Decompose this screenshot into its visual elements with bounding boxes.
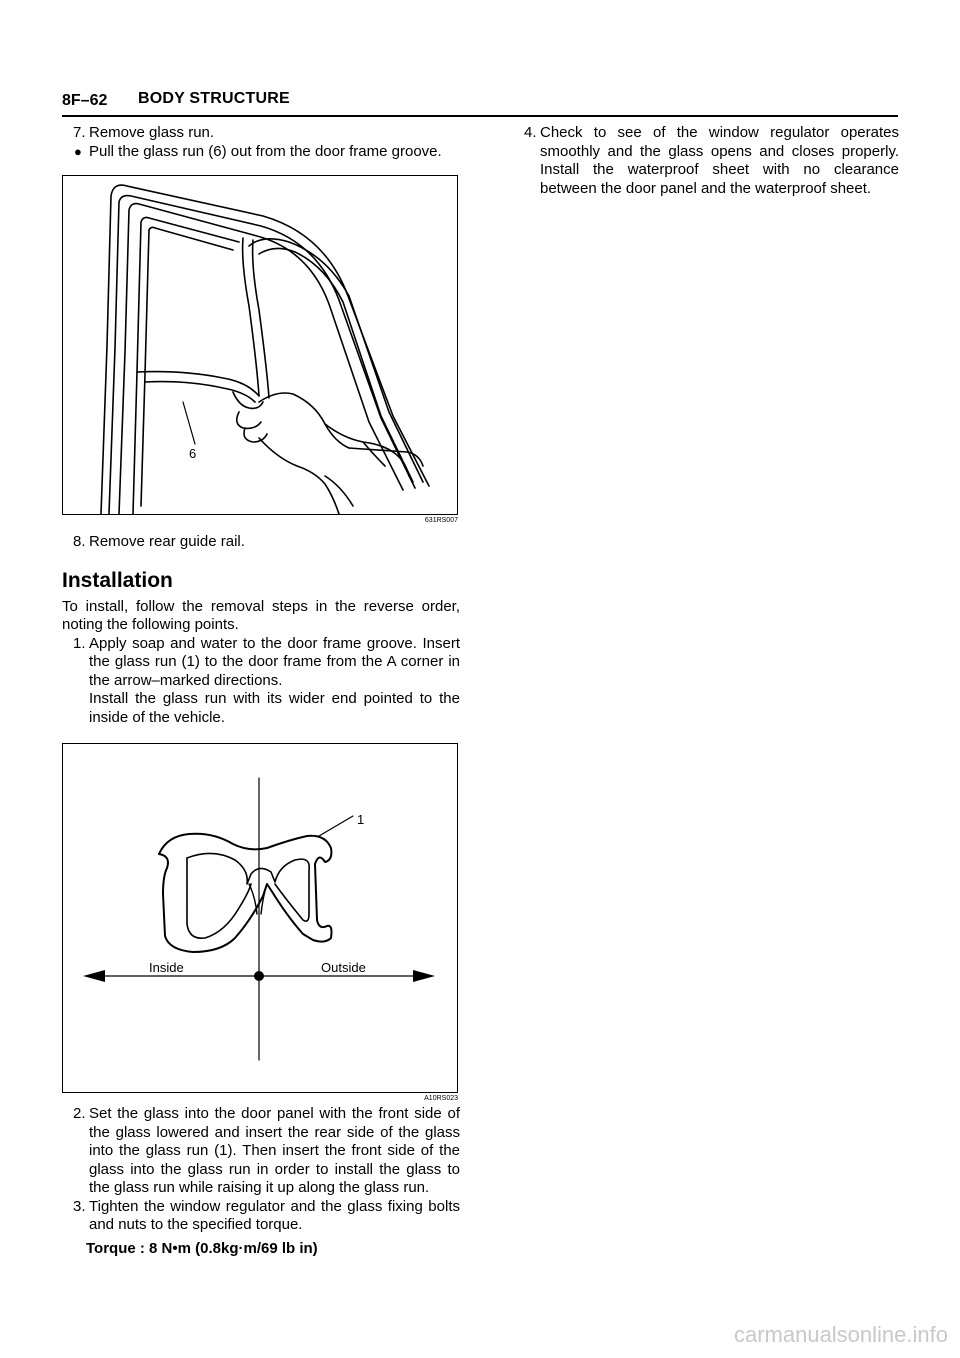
watermark: carmanualsonline.info [733,1322,948,1347]
callout-1: 1 [357,812,365,827]
step-1-note: Install the glass run with its wider end pointed to the inside of the vehicle. [89,690,460,726]
page-title: BODY STRUCTURE [138,90,290,107]
arrow-right-icon [413,970,435,982]
figure-glass-run-section [62,743,458,1093]
label-outside: Outside [321,960,366,975]
page-header [62,90,960,120]
figure-glass-run-removal [62,175,458,515]
step-7-bullet: ● Pull the glass run (6) out from the door frame groove. [74,142,442,160]
torque-spec: Torque : 8 N•m (0.8kg·m/69 lb in) [86,1239,318,1257]
right-column [513,124,899,198]
installation-intro: To install, follow the removal steps in the reverse order, noting the following points. [62,597,460,633]
installation-heading: Installation [62,568,173,592]
figure-code: A10RS023 [424,1095,458,1102]
left-column [62,124,460,1258]
glass-run-cross-section [63,744,457,1092]
center-point [254,971,264,981]
label-inside: Inside [149,960,184,975]
step-1: 1. Apply soap and water to the door frame groove. Insert the glass run (1) to the door frame from the A corner in the arrow–marked directions. [73,634,460,689]
step-3: 3. Tighten the window regulator and the glass fixing bolts and nuts to the specified torque. [73,1197,460,1233]
step-4: 4. Check to see of the window regulator operates smoothly and the glass opens and closes properly. Install the waterproof sheet with no clearance between the door panel and the waterproof sheet. [524,124,899,197]
callout-6: 6 [189,446,197,461]
bullet-icon: ● [74,143,82,159]
step-2: 2. Set the glass into the door panel with the front side of the glass lowered and insert the rear side of the glass into the glass run (1). Then insert the front side of the glass into the glass run in order to install the glass to the glass run while raising it up along the glass run. [73,1105,460,1196]
step-7: 7. Remove glass run. [73,124,215,141]
step-8: 8. Remove rear guide rail. [73,533,245,550]
section-number: 8F–62 [62,92,108,109]
arrow-left-icon [83,970,105,982]
door-frame-illustration [63,176,457,514]
header-rule [62,115,898,117]
figure-code: 631RS007 [424,517,458,524]
